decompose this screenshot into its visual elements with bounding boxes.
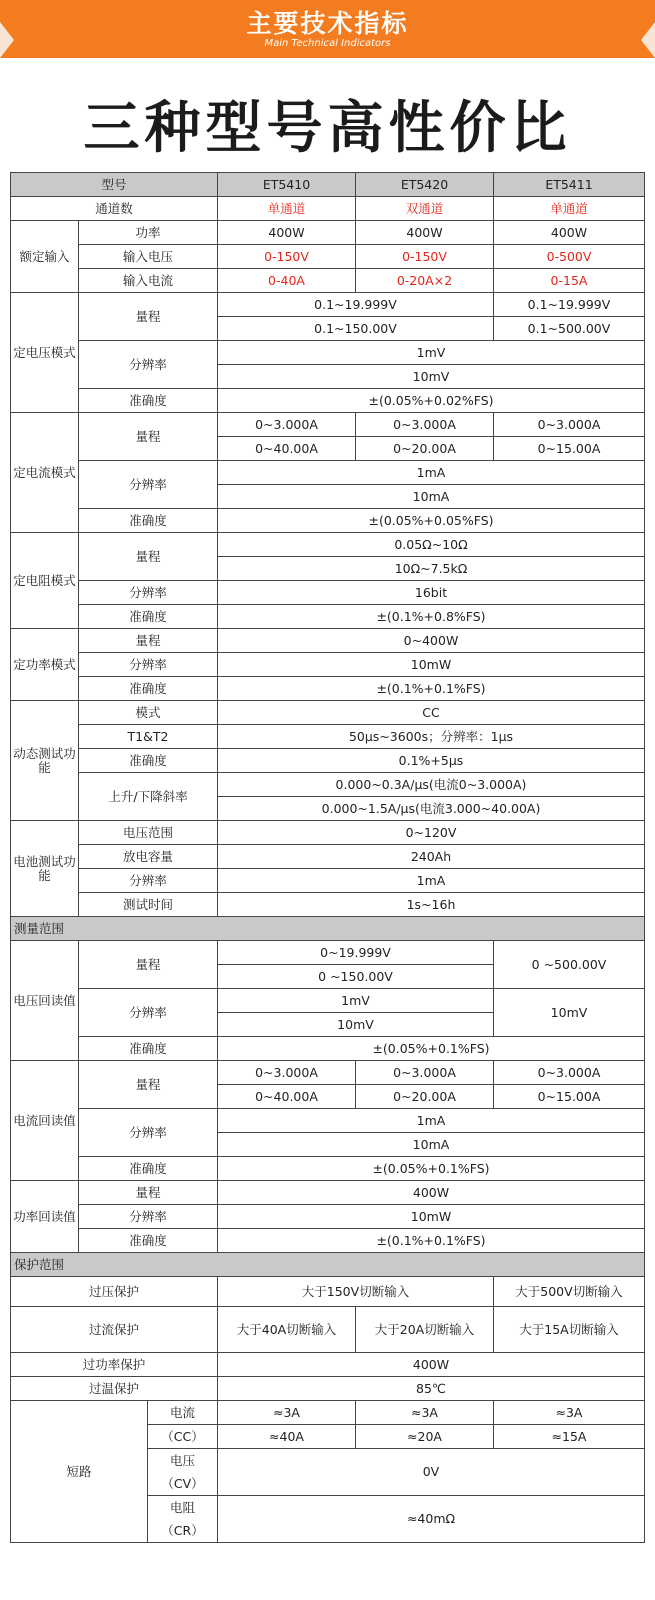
group-label: 动态测试功能 [11, 701, 79, 821]
row-label: 分辨率 [79, 341, 218, 389]
row-label: 过压保护 [11, 1277, 218, 1307]
table-cell: 0~15.00A [494, 437, 645, 461]
row-label: 分辨率 [79, 653, 218, 677]
row-label: （CC） [148, 1425, 218, 1449]
table-row [11, 989, 645, 1013]
table-row [11, 725, 645, 749]
table-cell: 0~40.00A [218, 1085, 356, 1109]
table-cell: 400W [494, 221, 645, 245]
row-label: 分辨率 [79, 461, 218, 509]
table-cell: 0~3.000A [494, 1061, 645, 1085]
table-row [11, 845, 645, 869]
table-cell: 400W [356, 221, 494, 245]
row-label: 分辨率 [79, 1109, 218, 1157]
table-cell: 0~40.00A [218, 437, 356, 461]
table-cell: ≈40A [218, 1425, 356, 1449]
row-label: 过温保护 [11, 1377, 218, 1401]
table-row [11, 269, 645, 293]
table-row [11, 509, 645, 533]
table-row [11, 1229, 645, 1253]
section-header-row [11, 1253, 645, 1277]
table-row [11, 893, 645, 917]
row-label: 准确度 [79, 749, 218, 773]
group-label: 电流回读值 [11, 1061, 79, 1181]
row-label: 量程 [79, 941, 218, 989]
table-cell: 10mA [218, 485, 645, 509]
table-cell: 0-20A×2 [356, 269, 494, 293]
model-et5411: ET5411 [494, 173, 645, 197]
row-label: 输入电压 [79, 245, 218, 269]
table-cell: 0~19.999V [218, 941, 494, 965]
group-label: 短路 [11, 1401, 148, 1543]
table-cell: 0.05Ω~10Ω [218, 533, 645, 557]
row-label: 准确度 [79, 1229, 218, 1253]
table-row [11, 1037, 645, 1061]
table-cell: 10mW [218, 1205, 645, 1229]
table-cell: 0 ~500.00V [494, 941, 645, 989]
table-row [11, 413, 645, 437]
section-header-row [11, 917, 645, 941]
table-cell: 单通道 [218, 197, 356, 221]
table-cell: 0~20.00A [356, 1085, 494, 1109]
table-cell: 0~3.000A [356, 1061, 494, 1085]
table-cell: 大于20A切断输入 [356, 1307, 494, 1353]
row-label: 准确度 [79, 509, 218, 533]
row-label: 量程 [79, 629, 218, 653]
row-label: 分辨率 [79, 989, 218, 1037]
table-row [11, 773, 645, 797]
table-cell: 0.1%+5μs [218, 749, 645, 773]
table-row [11, 293, 645, 317]
table-cell: 0~20.00A [356, 437, 494, 461]
table-cell: 10Ω~7.5kΩ [218, 557, 645, 581]
row-label: 量程 [79, 1181, 218, 1205]
table-cell: 1mV [218, 341, 645, 365]
table-row [11, 701, 645, 725]
table-cell: 1mA [218, 869, 645, 893]
table-row [11, 173, 645, 197]
table-cell: 大于500V切断输入 [494, 1277, 645, 1307]
table-cell: ±(0.1%+0.1%FS) [218, 1229, 645, 1253]
table-row [11, 245, 645, 269]
table-row [11, 221, 645, 245]
group-label: 定电流模式 [11, 413, 79, 533]
table-cell: 0~15.00A [494, 1085, 645, 1109]
table-row [11, 821, 645, 845]
table-row [11, 1061, 645, 1085]
row-label: 分辨率 [79, 1205, 218, 1229]
row-label: 准确度 [79, 1037, 218, 1061]
table-cell: 400W [218, 221, 356, 245]
table-row [11, 653, 645, 677]
table-cell: 10mV [218, 365, 645, 389]
table-cell: ≈3A [218, 1401, 356, 1425]
table-row [11, 1181, 645, 1205]
row-label: （CV） [148, 1472, 218, 1496]
table-cell: 双通道 [356, 197, 494, 221]
group-label: 电压回读值 [11, 941, 79, 1061]
table-cell: 1mV [218, 989, 494, 1013]
row-label: 电流 [148, 1401, 218, 1425]
table-cell: 1mA [218, 461, 645, 485]
table-cell: 0.1~500.00V [494, 317, 645, 341]
table-row [11, 677, 645, 701]
table-cell: 0~3.000A [218, 413, 356, 437]
row-label: 量程 [79, 1061, 218, 1109]
group-label: 定电阻模式 [11, 533, 79, 629]
table-cell: ≈3A [494, 1401, 645, 1425]
row-label: 电压 [148, 1449, 218, 1473]
section-measure-title: 测量范围 [11, 917, 645, 941]
table-cell: 0.000~0.3A/μs(电流0~3.000A) [218, 773, 645, 797]
table-cell: 0.000~1.5A/μs(电流3.000~40.00A) [218, 797, 645, 821]
row-label: 准确度 [79, 605, 218, 629]
row-label: （CR） [148, 1519, 218, 1543]
table-row [11, 581, 645, 605]
banner-subtitle: Main Technical Indicators [264, 38, 391, 49]
table-cell: 0.1~19.999V [218, 293, 494, 317]
table-cell: 0.1~150.00V [218, 317, 494, 341]
table-cell: ≈20A [356, 1425, 494, 1449]
table-row [11, 533, 645, 557]
table-row [11, 341, 645, 365]
table-cell: 1mA [218, 1109, 645, 1133]
row-label: T1&T2 [79, 725, 218, 749]
table-row [11, 605, 645, 629]
table-cell: ≈15A [494, 1425, 645, 1449]
group-label: 额定输入 [11, 221, 79, 293]
table-cell: 85℃ [218, 1377, 645, 1401]
row-label: 量程 [79, 533, 218, 581]
table-row [11, 1157, 645, 1181]
row-label: 电压范围 [79, 821, 218, 845]
table-cell: 1s~16h [218, 893, 645, 917]
table-cell: 400W [218, 1353, 645, 1377]
table-cell: 50μs~3600s；分辨率：1μs [218, 725, 645, 749]
row-label: 电阻 [148, 1496, 218, 1520]
header-banner [0, 0, 655, 58]
table-cell: 0-15A [494, 269, 645, 293]
spec-table [10, 172, 645, 1543]
table-row [11, 1377, 645, 1401]
model-et5410: ET5410 [218, 173, 356, 197]
row-label: 功率 [79, 221, 218, 245]
table-cell: 0.1~19.999V [494, 293, 645, 317]
row-label: 输入电流 [79, 269, 218, 293]
group-label: 定电压模式 [11, 293, 79, 413]
table-cell: ±(0.1%+0.8%FS) [218, 605, 645, 629]
table-cell: 10mV [218, 1013, 494, 1037]
group-label: 功率回读值 [11, 1181, 79, 1253]
table-cell: 单通道 [494, 197, 645, 221]
row-label: 通道数 [11, 197, 218, 221]
table-cell: 0-40A [218, 269, 356, 293]
table-row [11, 1353, 645, 1377]
table-row [11, 1401, 645, 1425]
table-cell: 0~400W [218, 629, 645, 653]
table-cell: 10mV [494, 989, 645, 1037]
table-row [11, 1307, 645, 1353]
table-row [11, 461, 645, 485]
section-protect-title: 保护范围 [11, 1253, 645, 1277]
row-label: 测试时间 [79, 893, 218, 917]
table-cell: 0-500V [494, 245, 645, 269]
table-row [11, 1277, 645, 1307]
row-label: 量程 [79, 293, 218, 341]
table-cell: 400W [218, 1181, 645, 1205]
row-label: 上升/下降斜率 [79, 773, 218, 821]
row-label: 过功率保护 [11, 1353, 218, 1377]
table-cell: 0V [218, 1449, 645, 1496]
table-cell: 0~3.000A [356, 413, 494, 437]
row-label: 分辨率 [79, 581, 218, 605]
row-label: 准确度 [79, 389, 218, 413]
table-cell: 大于40A切断输入 [218, 1307, 356, 1353]
table-cell: 10mW [218, 653, 645, 677]
table-cell: ±(0.05%+0.05%FS) [218, 509, 645, 533]
table-cell: 10mA [218, 1133, 645, 1157]
table-cell: 0 ~150.00V [218, 965, 494, 989]
model-et5420: ET5420 [356, 173, 494, 197]
table-cell: 大于15A切断输入 [494, 1307, 645, 1353]
table-cell: 0~3.000A [494, 413, 645, 437]
row-label: 量程 [79, 413, 218, 461]
table-row [11, 941, 645, 965]
table-cell: 240Ah [218, 845, 645, 869]
table-row [11, 629, 645, 653]
table-cell: ±(0.1%+0.1%FS) [218, 677, 645, 701]
table-cell: ±(0.05%+0.1%FS) [218, 1037, 645, 1061]
page-headline: 三种型号高性价比 [83, 96, 572, 161]
table-row [11, 869, 645, 893]
row-label: 准确度 [79, 1157, 218, 1181]
table-cell: 0-150V [218, 245, 356, 269]
row-label: 分辨率 [79, 869, 218, 893]
group-label: 定功率模式 [11, 629, 79, 701]
table-cell: 0-150V [356, 245, 494, 269]
table-cell: ≈3A [356, 1401, 494, 1425]
table-row [11, 389, 645, 413]
table-row [11, 749, 645, 773]
banner-title: 主要技术指标 [246, 9, 409, 38]
row-label: 过流保护 [11, 1307, 218, 1353]
row-label: 模式 [79, 701, 218, 725]
table-cell: ±(0.05%+0.02%FS) [218, 389, 645, 413]
table-cell: CC [218, 701, 645, 725]
table-cell: 0~3.000A [218, 1061, 356, 1085]
row-label: 放电容量 [79, 845, 218, 869]
table-cell: ±(0.05%+0.1%FS) [218, 1157, 645, 1181]
row-label: 准确度 [79, 677, 218, 701]
model-header: 型号 [11, 173, 218, 197]
table-row [11, 197, 645, 221]
table-row [11, 1205, 645, 1229]
table-cell: 大于150V切断输入 [218, 1277, 494, 1307]
table-row [11, 1109, 645, 1133]
group-label: 电池测试功能 [11, 821, 79, 917]
table-cell: 0~120V [218, 821, 645, 845]
table-cell: ≈40mΩ [218, 1496, 645, 1543]
table-cell: 16bit [218, 581, 645, 605]
